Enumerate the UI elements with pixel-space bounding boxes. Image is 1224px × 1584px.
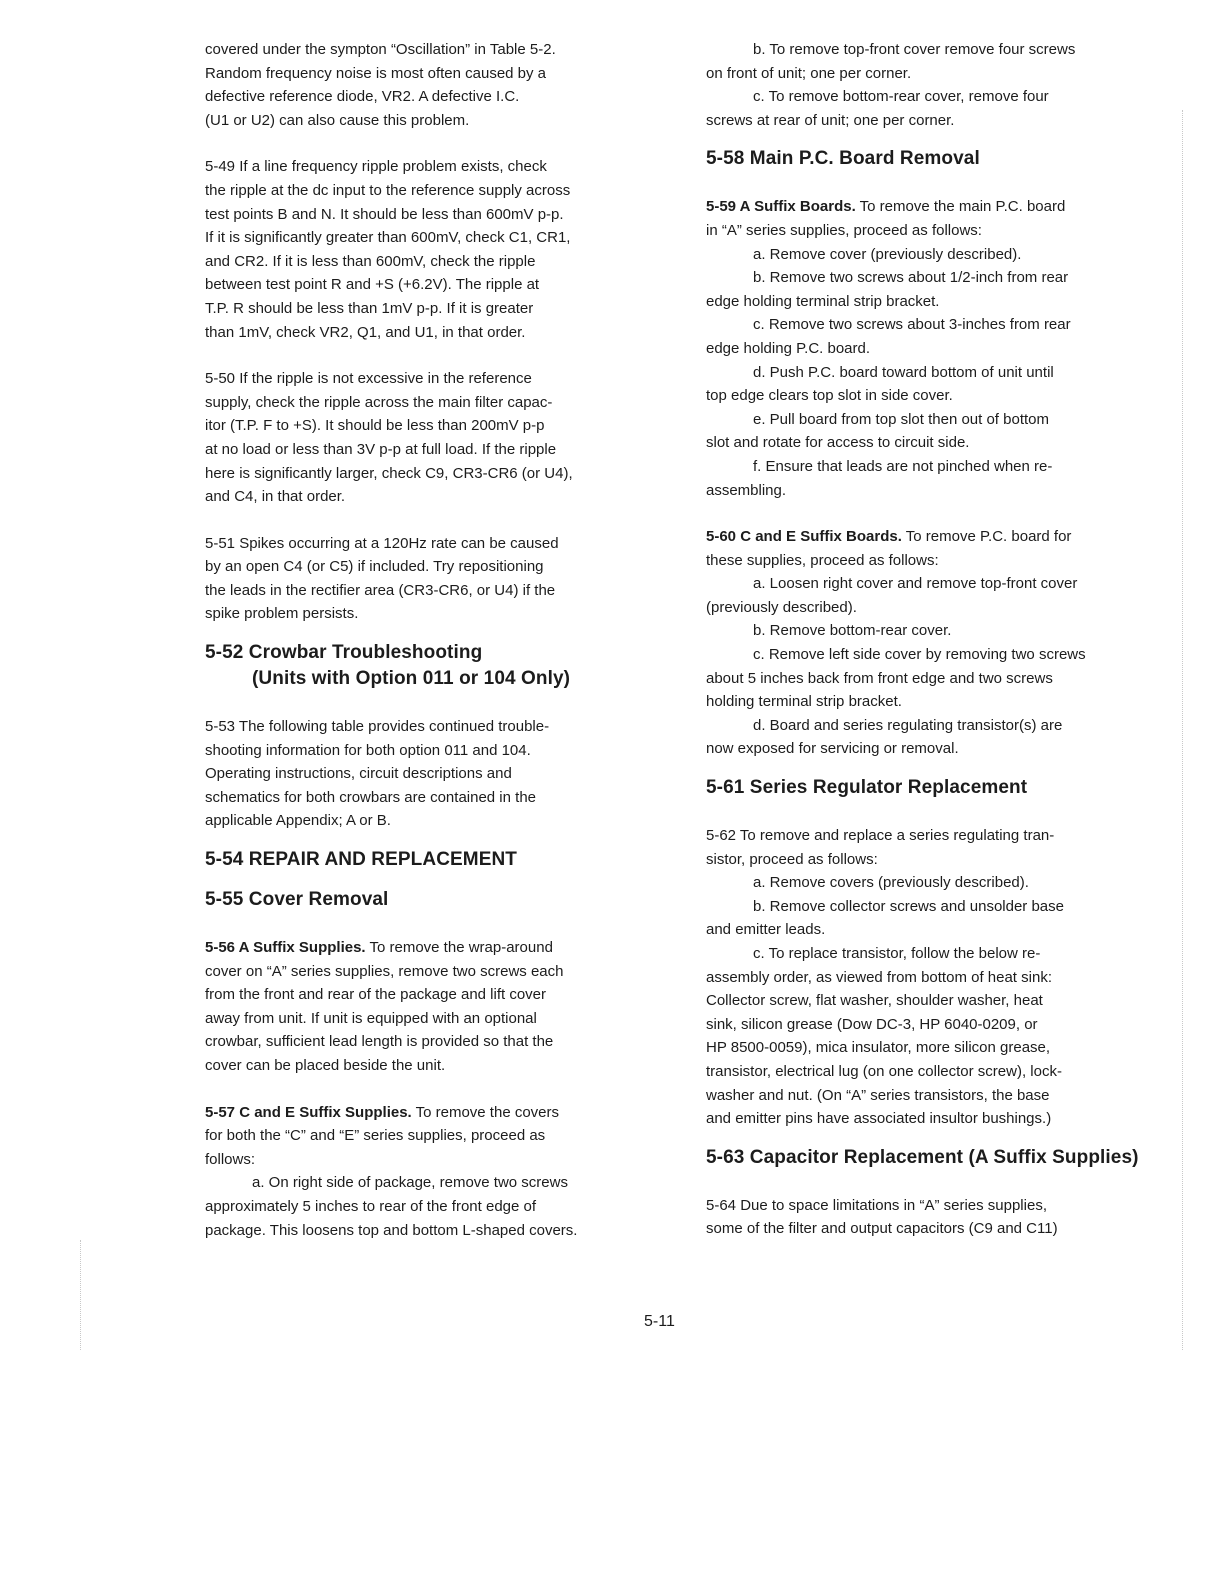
text-line: for both the “C” and “E” series supplies, proceed as: [205, 1127, 546, 1145]
text-line: and emitter leads.: [706, 921, 826, 939]
paragraph-spacer: [205, 344, 650, 367]
section-heading: 5-61 Series Regulator Replacement: [706, 777, 1028, 799]
text-line: 5-50 If the ripple is not excessive in the reference: [205, 370, 532, 388]
text-line: holding terminal strip bracket.: [706, 693, 902, 711]
list-step-line: b. Remove collector screws and unsolder base: [753, 897, 1064, 915]
text-line: slot and rotate for access to circuit side.: [706, 434, 970, 452]
text-line: (previously described).: [706, 598, 857, 616]
paragraph-spacer: [706, 801, 1158, 824]
list-step-line: b. To remove top-front cover remove four screws: [753, 41, 1076, 58]
run-in-heading: 5-56 A Suffix Supplies.: [205, 939, 366, 957]
paragraph-spacer: [706, 1131, 1158, 1145]
text-line: [706, 525, 1158, 549]
text-line: from the front and rear of the package and lift cover: [205, 986, 547, 1004]
text-line: [205, 1101, 650, 1125]
paragraph-spacer: [205, 873, 650, 887]
text-line: some of the filter and output capacitors (C9 and C11): [706, 1220, 1058, 1238]
text-line: about 5 inches back from front edge and two screws: [706, 669, 1053, 687]
text-line: approximately 5 inches to rear of the front edge of: [205, 1197, 537, 1215]
paragraph-spacer: [205, 692, 650, 715]
text-line: on front of unit; one per corner.: [706, 64, 912, 82]
text-line: covered under the sympton “Oscillation” in Table 5-2.: [205, 41, 556, 58]
text-line: now exposed for servicing or removal.: [706, 740, 959, 758]
text-line: transistor, electrical lug (on one collector screw), lock-: [706, 1062, 1062, 1080]
line-text: To remove the wrap-around: [365, 939, 553, 957]
right-column: [706, 38, 1158, 1241]
text-line: 5-62 To remove and replace a series regulating tran-: [706, 827, 1055, 845]
line-text: To remove the main P.C. board: [855, 198, 1066, 216]
section-heading: (Units with Option 011 or 104 Only): [252, 668, 571, 690]
paragraph-spacer: [706, 761, 1158, 775]
paragraph-spacer: [706, 502, 1158, 525]
line-text: To remove the covers: [411, 1103, 560, 1121]
text-line: assembly order, as viewed from bottom of heat sink:: [706, 968, 1052, 986]
list-step-line: b. Remove bottom-rear cover.: [753, 622, 952, 640]
scan-edge-mark: [1182, 110, 1183, 1350]
list-step-line: a. Remove covers (previously described).: [753, 874, 1029, 892]
text-line: defective reference diode, VR2. A defective I.C.: [205, 88, 520, 106]
list-step-line: c. Remove left side cover by removing two screws: [753, 646, 1086, 664]
text-line: supply, check the ripple across the main filter capac-: [205, 393, 553, 411]
text-line: cover can be placed beside the unit.: [205, 1057, 446, 1074]
text-line: test points B and N. It should be less than 600mV p-p.: [205, 205, 564, 223]
list-step-line: c. To remove bottom-rear cover, remove four: [753, 88, 1049, 106]
page-number: 5-11: [644, 1313, 675, 1330]
text-line: here is significantly larger, check C9, CR3-CR6 (or U4),: [205, 464, 573, 482]
text-line: away from unit. If unit is equipped with an optional: [205, 1009, 537, 1027]
text-line: by an open C4 (or C5) if included. Try repositioning: [205, 558, 544, 576]
section-heading: 5-54 REPAIR AND REPLACEMENT: [205, 849, 518, 871]
text-line: edge holding P.C. board.: [706, 339, 871, 357]
run-in-heading: 5-60 C and E Suffix Boards.: [706, 528, 902, 546]
list-step-line: b. Remove two screws about 1/2-inch from rear: [753, 269, 1069, 287]
text-line: cover on “A” series supplies, remove two screws each: [205, 962, 564, 980]
paragraph-spacer: [706, 1171, 1158, 1194]
text-line: If it is significantly greater than 600mV, check C1, CR1,: [205, 229, 571, 247]
text-line: crowbar, sufficient lead length is provided so that the: [205, 1033, 554, 1051]
paragraph-spacer: [205, 509, 650, 532]
text-line: sink, silicon grease (Dow DC-3, HP 6040-0209, or: [706, 1015, 1038, 1033]
text-line: assembling.: [706, 481, 787, 499]
text-line: Operating instructions, circuit descriptions and: [205, 765, 512, 783]
list-step-line: e. Pull board from top slot then out of bottom: [753, 410, 1050, 428]
text-line: screws at rear of unit; one per corner.: [706, 111, 955, 129]
text-line: applicable Appendix; A or B.: [205, 812, 391, 830]
text-line: top edge clears top slot in side cover.: [706, 387, 953, 405]
text-line: [706, 195, 1158, 219]
text-line: 5-51 Spikes occurring at a 120Hz rate can be caused: [205, 534, 559, 552]
text-line: (U1 or U2) can also cause this problem.: [205, 111, 470, 129]
text-line: T.P. R should be less than 1mV p-p. If it is greater: [205, 299, 534, 317]
left-column: [205, 38, 650, 1242]
run-in-heading: 5-59 A Suffix Boards.: [706, 198, 856, 216]
text-line: Collector screw, flat washer, shoulder washer, heat: [706, 992, 1043, 1010]
scan-edge-mark: [80, 1240, 81, 1350]
text-line: itor (T.P. F to +S). It should be less than 200mV p-p: [205, 417, 545, 435]
line-text: To remove P.C. board for: [901, 528, 1072, 546]
list-step-line: a. Remove cover (previously described).: [753, 245, 1022, 263]
section-heading: 5-63 Capacitor Replacement (A Suffix Supplies): [706, 1146, 1139, 1168]
text-line: 5-64 Due to space limitations in “A” series supplies,: [706, 1196, 1047, 1214]
run-in-heading: 5-57 C and E Suffix Supplies.: [205, 1103, 412, 1121]
section-heading: 5-58 Main P.C. Board Removal: [706, 148, 980, 170]
text-line: and emitter pins have associated insultor bushings.): [706, 1110, 1052, 1128]
text-line: 5-49 If a line frequency ripple problem exists, check: [205, 158, 547, 176]
text-line: sistor, proceed as follows:: [706, 850, 878, 868]
text-line: between test point R and +S (+6.2V). The ripple at: [205, 276, 540, 294]
text-line: than 1mV, check VR2, Q1, and U1, in that order.: [205, 323, 526, 341]
text-line: shooting information for both option 011 and 104.: [205, 741, 531, 759]
text-line: schematics for both crowbars are contained in the: [205, 788, 537, 806]
text-line: in “A” series supplies, proceed as follows:: [706, 221, 982, 239]
section-heading: 5-55 Cover Removal: [205, 889, 389, 911]
list-step-line: c. Remove two screws about 3-inches from rear: [753, 316, 1071, 334]
paragraph-spacer: [205, 913, 650, 936]
text-line: HP 8500-0059), mica insulator, more silicon grease,: [706, 1039, 1051, 1057]
paragraph-spacer: [706, 132, 1158, 146]
text-line: these supplies, proceed as follows:: [706, 551, 939, 569]
text-line: package. This loosens top and bottom L-shaped covers.: [205, 1221, 578, 1239]
section-heading: 5-52 Crowbar Troubleshooting: [205, 642, 483, 664]
list-step-line: a. Loosen right cover and remove top-front cover: [753, 575, 1078, 593]
text-line: Random frequency noise is most often caused by a: [205, 64, 547, 82]
list-step-line: c. To replace transistor, follow the below re-: [753, 945, 1041, 962]
text-line: [205, 936, 650, 960]
paragraph-spacer: [205, 833, 650, 847]
list-step-line: d. Push P.C. board toward bottom of unit until: [753, 363, 1054, 381]
paragraph-spacer: [205, 626, 650, 640]
text-line: edge holding terminal strip bracket.: [706, 292, 940, 310]
text-line: spike problem persists.: [205, 605, 359, 623]
text-line: the leads in the rectifier area (CR3-CR6, or U4) if the: [205, 581, 556, 599]
text-line: at no load or less than 3V p-p at full load. If the ripple: [205, 440, 557, 458]
text-line: 5-53 The following table provides continued trouble-: [205, 718, 550, 736]
text-line: and C4, in that order.: [205, 488, 346, 506]
paragraph-spacer: [205, 1078, 650, 1101]
paragraph-spacer: [205, 132, 650, 155]
text-line: the ripple at the dc input to the reference supply across: [205, 181, 571, 199]
list-step-line: f. Ensure that leads are not pinched when re-: [753, 457, 1053, 475]
list-step-line: d. Board and series regulating transistor(s) are: [753, 716, 1063, 734]
text-line: follows:: [205, 1150, 256, 1168]
text-line: washer and nut. (On “A” series transistors, the base: [706, 1086, 1050, 1104]
paragraph-spacer: [706, 172, 1158, 195]
list-step-line: a. On right side of package, remove two screws: [252, 1174, 568, 1192]
text-line: and CR2. If it is less than 600mV, check the ripple: [205, 252, 536, 270]
